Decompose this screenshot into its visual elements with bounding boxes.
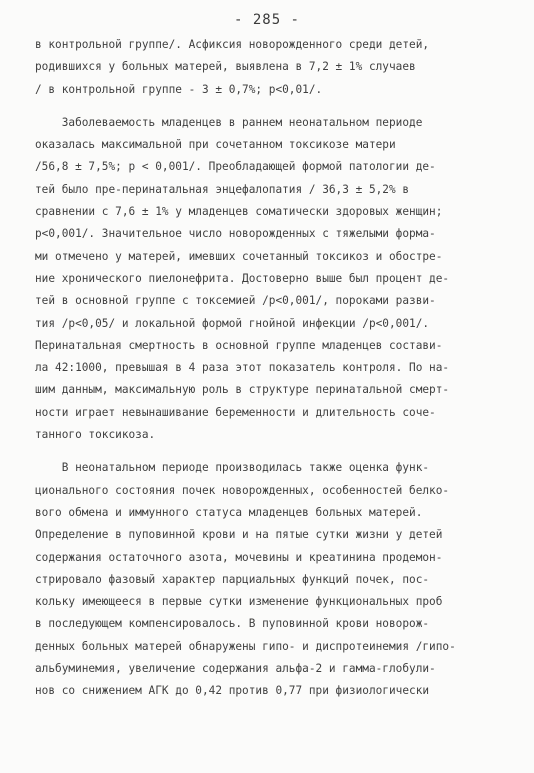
paragraph xyxy=(35,112,525,446)
text-line: Заболеваемость младенцев в раннем неонатальном периоде xyxy=(35,115,423,129)
text-line: Определение в пуповинной крови и на пятые сутки жизни у детей xyxy=(35,528,443,542)
text-line: тей было пре-перинатальная энцефалопатия / 36,3 ± 5,2% в xyxy=(35,182,410,196)
text-line: р<0,001/. Значительное число новорожденных с тяжелыми форма- xyxy=(35,227,436,241)
text-line: /56,8 ± 7,5%; р < 0,001/. Преобладающей формой патологии де- xyxy=(35,160,436,174)
text-line: родившихся у больных матерей, выявлена в 7,2 ± 1% случаев xyxy=(35,60,416,74)
text-line: в последующем компенсировалось. В пуповинной крови новорож- xyxy=(35,617,430,631)
text-line: В неонатальном периоде производилась также оценка функ- xyxy=(35,461,430,475)
text-line: содержания остаточного азота, мочевины и креатинина продемон- xyxy=(35,550,443,564)
paragraph xyxy=(35,34,525,101)
text-line: ла 42:1000, превышая в 4 раза этот показатель контроля. По на- xyxy=(35,361,450,375)
text-line: шим данным, максимальную роль в структуре перинатальной смерт- xyxy=(35,383,450,397)
text-line: денных больных матерей обнаружены гипо- и диспротеинемия /гипо- xyxy=(35,639,456,653)
page-number: - 285 - xyxy=(233,12,300,28)
paragraph-gap xyxy=(35,446,525,457)
paragraph-gap xyxy=(35,101,525,112)
text-line: ние хронического пиелонефрита. Достоверно выше был процент де- xyxy=(35,271,450,285)
text-line: нов со снижением АГК до 0,42 против 0,77 при физиологически xyxy=(35,684,430,698)
text-line: альбуминемия, увеличение содержания альфа-2 и гамма-глобули- xyxy=(35,662,436,676)
document-body xyxy=(35,34,525,703)
text-line: оказалась максимальной при сочетанном токсикозе матери xyxy=(35,138,396,152)
text-line: тия /р<0,05/ и локальной формой гнойной инфекции /р<0,001/. xyxy=(35,316,430,330)
text-line: танного токсикоза. xyxy=(35,428,156,442)
text-line: ми отмечено у матерей, имевших сочетанный токсикоз и обостре- xyxy=(35,249,443,263)
text-line: тей в основной группе с токсемией /р<0,001/, пороками разви- xyxy=(35,294,436,308)
text-line: в контрольной группе/. Асфиксия новорожденного среди детей, xyxy=(35,38,430,51)
text-line: ционального состояния почек новорожденных, особенностей белко- xyxy=(35,483,450,497)
text-line: / в контрольной группе - 3 ± 0,7%; р<0,01/. xyxy=(35,82,323,96)
text-line: сравнении с 7,6 ± 1% у младенцев соматически здоровых женщин; xyxy=(35,205,443,219)
paragraph xyxy=(35,457,525,702)
text-line: вого обмена и иммунного статуса младенцев больных матерей. xyxy=(35,505,423,519)
text-line: ности играет невынашивание беременности и длительность соче- xyxy=(35,405,436,419)
text-line: Перинатальная смертность в основной группе младенцев состави- xyxy=(35,338,443,352)
text-line: стрировало фазовый характер парциальных функций почек, пос- xyxy=(35,572,430,586)
text-line: кольку имеющееся в первые сутки изменение функциональных проб xyxy=(35,595,443,609)
